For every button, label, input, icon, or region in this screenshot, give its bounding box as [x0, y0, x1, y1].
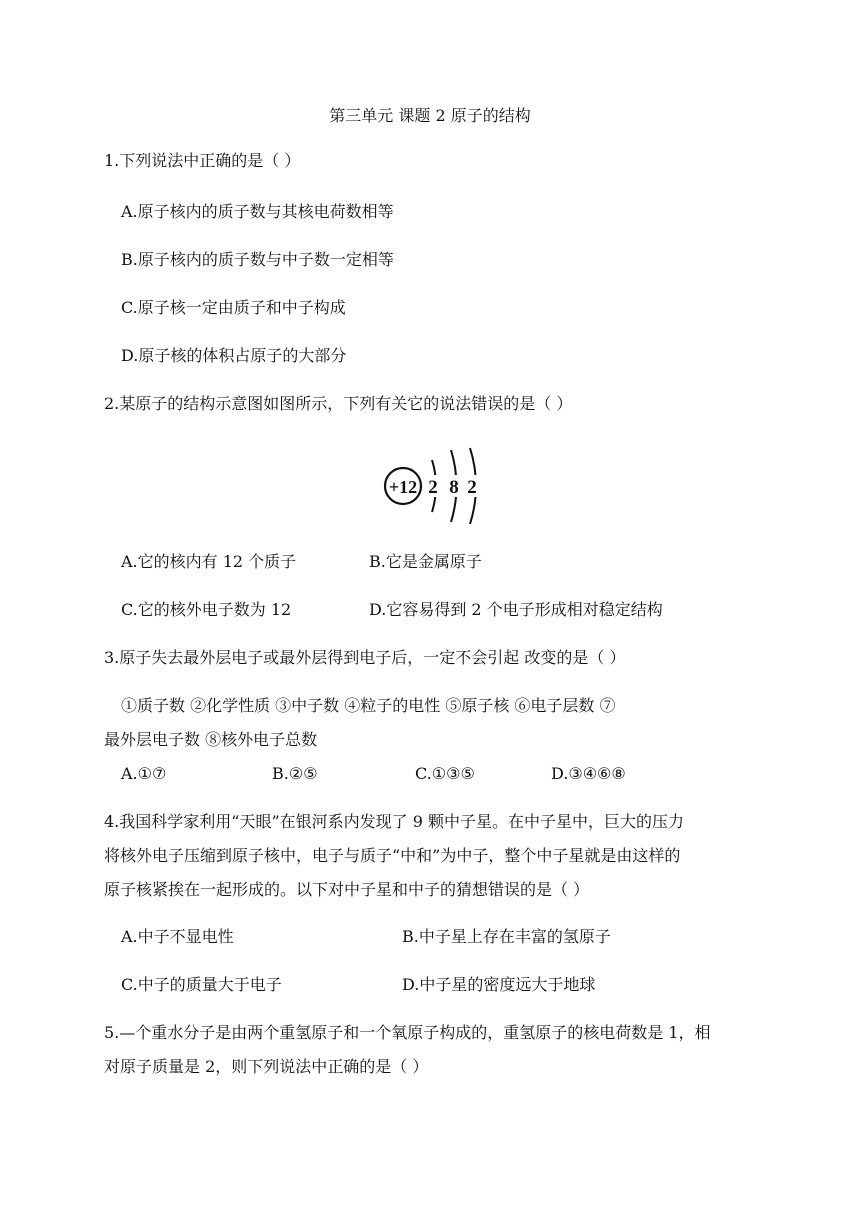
question-1-option-d: D.原子核的体积占原子的大部分	[121, 346, 347, 365]
question-3-option-b: B.②⑤	[272, 764, 318, 783]
question-3-option-c: C.①③⑤	[415, 764, 475, 783]
question-2-option-a: A.它的核内有 12 个质子	[121, 552, 297, 571]
question-4-stem-line-1: 4.我国科学家利用“天眼”在银河系内发现了 9 颗中子星。在中子星中，巨大的压力	[104, 812, 684, 831]
shell-2-electrons: 8	[449, 477, 459, 498]
question-1-option-a: A.原子核内的质子数与其核电荷数相等	[121, 202, 394, 221]
atom-structure-diagram	[380, 446, 490, 528]
question-3-option-a: A.①⑦	[121, 764, 167, 783]
shell-3-electrons: 2	[467, 477, 477, 498]
page-title: 第三单元 课题 2 原子的结构	[329, 106, 531, 125]
question-4-option-b: B.中子星上存在丰富的氢原子	[402, 927, 611, 946]
question-2-stem: 2.某原子的结构示意图如图所示，下列有关它的说法错误的是（ ）	[104, 394, 573, 413]
question-4-stem-line-3: 原子核紧挨在一起形成的。以下对中子星和中子的猜想错误的是（ ）	[104, 880, 590, 899]
question-5-stem-line-1: 5.—个重水分子是由两个重氢原子和一个氧原子构成的，重氢原子的核电荷数是 1，相	[104, 1023, 711, 1042]
question-1-stem: 1.下列说法中正确的是（ ）	[104, 151, 301, 170]
question-4-option-c: C.中子的质量大于电子	[121, 975, 282, 994]
question-4-option-a: A.中子不显电性	[121, 927, 234, 946]
question-2-option-d: D.它容易得到 2 个电子形成相对稳定结构	[369, 600, 663, 619]
question-1-option-c: C.原子核一定由质子和中子构成	[121, 298, 346, 317]
question-3-option-d: D.③④⑥⑧	[551, 764, 626, 783]
question-2-option-c: C.它的核外电子数为 12	[121, 600, 292, 619]
question-3-stem: 3.原子失去最外层电子或最外层得到电子后，一定不会引起 改变的是（ ）	[104, 648, 626, 667]
question-4-stem-line-2: 将核外电子压缩到原子核中，电子与质子“中和”为中子，整个中子星就是由这样的	[104, 846, 681, 865]
nucleus-charge: +12	[388, 477, 418, 497]
shell-1-electrons: 2	[428, 477, 438, 498]
question-5-stem-line-2: 对原子质量是 2，则下列说法中正确的是（ ）	[104, 1057, 429, 1076]
question-3-items-line-2: 最外层电子数 ⑧核外电子总数	[104, 730, 318, 749]
question-3-items-line-1: ①质子数 ②化学性质 ③中子数 ④粒子的电性 ⑤原子核 ⑥电子层数 ⑦	[121, 696, 616, 715]
question-1-option-b: B.原子核内的质子数与中子数一定相等	[121, 250, 394, 269]
question-2-option-b: B.它是金属原子	[369, 552, 482, 571]
question-4-option-d: D.中子星的密度远大于地球	[402, 975, 596, 994]
